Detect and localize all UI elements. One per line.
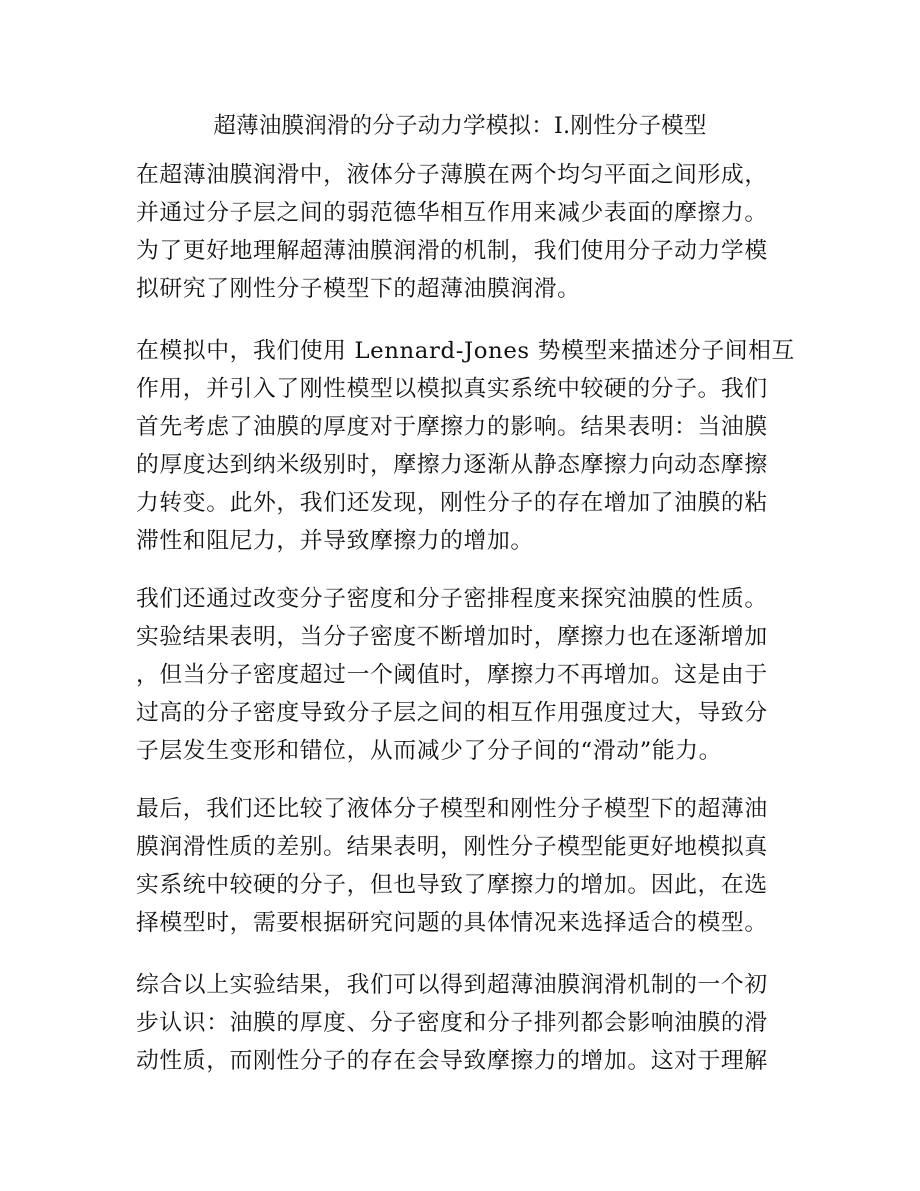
paragraph-line: 实验结果表明，当分子密度不断增加时，摩擦力也在逐渐增加 xyxy=(136,624,768,650)
paragraph-line: 膜润滑性质的差别。结果表明，刚性分子模型能更好地模拟真 xyxy=(136,834,768,860)
paragraph-line: 我们还通过改变分子密度和分子密排程度来探究油膜的性质。 xyxy=(136,586,768,612)
paragraph-5 xyxy=(136,966,786,1080)
paragraph-4 xyxy=(136,790,786,942)
paragraph-line: 首先考虑了油膜的厚度对于摩擦力的影响。结果表明：当油膜 xyxy=(136,414,768,440)
paragraph-line: 滞性和阻尼力，并导致摩擦力的增加。 xyxy=(136,528,534,554)
paragraph-3 xyxy=(136,580,786,770)
paragraph-line: ，但当分子密度超过一个阈值时，摩擦力不再增加。这是由于 xyxy=(136,662,768,688)
paragraph-line: 过高的分子密度导致分子层之间的相互作用强度过大，导致分 xyxy=(136,700,768,726)
document-title: 超薄油膜润滑的分子动力学模拟：I.刚性分子模型 xyxy=(213,113,707,139)
paragraph-line: 子层发生变形和错位，从而减少了分子间的“滑动”能力。 xyxy=(136,738,723,764)
paragraph-line: 为了更好地理解超薄油膜润滑的机制，我们使用分子动力学模 xyxy=(136,238,768,264)
paragraph-line: 步认识：油膜的厚度、分子密度和分子排列都会影响油膜的滑 xyxy=(136,1010,768,1036)
paragraph-line: 动性质，而刚性分子的存在会导致摩擦力的增加。这对于理解 xyxy=(136,1048,768,1074)
paragraph-2 xyxy=(136,332,795,560)
paragraph-line: 在模拟中，我们使用 Lennard-Jones 势模型来描述分子间相互 xyxy=(136,338,795,364)
paragraph-line: 拟研究了刚性分子模型下的超薄油膜润滑。 xyxy=(136,276,581,302)
paragraph-line: 的厚度达到纳米级别时，摩擦力逐渐从静态摩擦力向动态摩擦 xyxy=(136,452,768,478)
paragraph-line: 在超薄油膜润滑中，液体分子薄膜在两个均匀平面之间形成， xyxy=(136,162,768,188)
paragraph-line: 并通过分子层之间的弱范德华相互作用来减少表面的摩擦力。 xyxy=(136,200,768,226)
paragraph-line: 力转变。此外，我们还发现，刚性分子的存在增加了油膜的粘 xyxy=(136,490,768,516)
paragraph-line: 综合以上实验结果，我们可以得到超薄油膜润滑机制的一个初 xyxy=(136,972,768,998)
paragraph-1 xyxy=(136,156,786,308)
paragraph-line: 择模型时，需要根据研究问题的具体情况来选择适合的模型。 xyxy=(136,910,768,936)
paragraph-line: 最后，我们还比较了液体分子模型和刚性分子模型下的超薄油 xyxy=(136,796,768,822)
paragraph-line: 实系统中较硬的分子，但也导致了摩擦力的增加。因此，在选 xyxy=(136,872,768,898)
paragraph-line: 作用，并引入了刚性模型以模拟真实系统中较硬的分子。我们 xyxy=(136,376,768,402)
